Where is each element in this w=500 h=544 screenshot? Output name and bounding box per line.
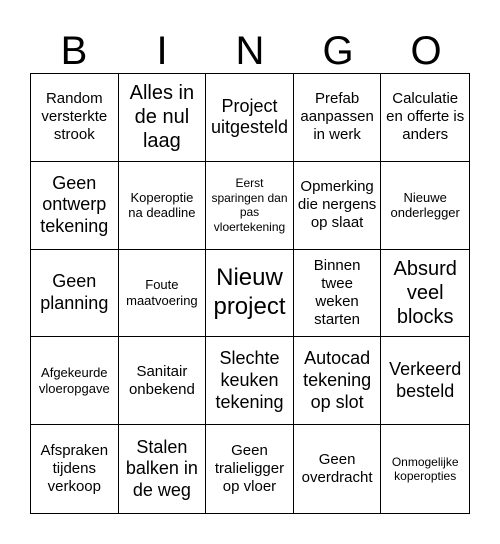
bingo-cell-text: Afspraken tijdens verkoop [40,442,109,496]
bingo-board [30,73,470,514]
bingo-cell-text: Verkeerd besteld [389,359,462,401]
bingo-cell-r4-c3[interactable] [206,337,294,425]
bingo-cell-r3-c4[interactable] [294,250,382,338]
bingo-cell-text: Afgekeurde vloeropgave [38,365,110,396]
bingo-cell-text: Sanitair onbekend [128,362,195,398]
bingo-cell-text: Binnen twee weken starten [313,256,361,328]
bingo-cell-text: Geen planning [40,271,109,313]
bingo-cell-text: Alles in de nul laag [129,82,195,153]
bingo-cell-text: Slechte keuken tekening [215,348,284,412]
bingo-cell-r2-c3[interactable] [206,162,294,250]
bingo-cell-r5-c1[interactable] [31,425,119,513]
bingo-cell-r2-c4[interactable] [294,162,382,250]
bingo-cell-r1-c2[interactable] [119,74,207,162]
bingo-cell-text: Absurd veel blocks [393,257,457,328]
bingo-cell-r5-c5[interactable] [381,425,469,513]
bingo-cell-text: Foute maatvoering [126,277,198,308]
bingo-cell-r5-c2[interactable] [119,425,207,513]
bingo-cell-text: Random versterkte strook [41,90,108,144]
bingo-cell-r4-c4[interactable] [294,337,382,425]
header-letter-i: I [156,29,168,73]
bingo-cell-r2-c1[interactable] [31,162,119,250]
header-letter-b: B [60,29,88,73]
bingo-cell-text: Opmerking die nergens op slaat [297,178,377,232]
header-letter-n: N [235,29,265,73]
bingo-header [30,29,470,73]
bingo-cell-r2-c5[interactable] [381,162,469,250]
bingo-cell-text: Calculatie en offerte is anders [386,90,465,144]
bingo-cell-r4-c1[interactable] [31,337,119,425]
bingo-cell-text: Project uitgesteld [210,95,289,138]
bingo-cell-text: Geen ontwerp tekening [40,172,109,236]
header-letter-o: O [410,29,442,73]
bingo-cell-text: Nieuwe onderlegger [390,189,460,221]
bingo-cell-r1-c5[interactable] [381,74,469,162]
bingo-cell-r3-c3[interactable] [206,250,294,338]
bingo-cell-r3-c5[interactable] [381,250,469,338]
bingo-cell-text: Geen tralieligger op vloer [214,442,285,496]
bingo-cell-text: Autocad tekening op slot [303,348,372,412]
bingo-cell-text: Eerst sparingen dan pas vloertekening [211,176,288,234]
bingo-cell-r2-c2[interactable] [119,162,207,250]
bingo-cell-text: Stalen balken in de weg [125,436,198,500]
bingo-cell-r3-c2[interactable] [119,250,207,338]
bingo-cell-r1-c4[interactable] [294,74,382,162]
bingo-cell-text: Nieuw project [213,264,286,320]
bingo-cell-r1-c1[interactable] [31,74,119,162]
bingo-cell-text: Geen overdracht [301,451,373,487]
bingo-cell-r3-c1[interactable] [31,250,119,338]
bingo-cell-r5-c3[interactable] [206,425,294,513]
bingo-cell-text: Koperoptie na deadline [128,189,196,221]
bingo-cell-r4-c2[interactable] [119,337,207,425]
header-letter-g: G [322,29,354,73]
bingo-cell-r1-c3[interactable] [206,74,294,162]
bingo-cell-r4-c5[interactable] [381,337,469,425]
bingo-cell-r5-c4[interactable] [294,425,382,513]
bingo-cell-text: Prefab aanpassen in werk [300,90,374,144]
bingo-cell-text: Onmogelijke koperopties [391,454,459,484]
